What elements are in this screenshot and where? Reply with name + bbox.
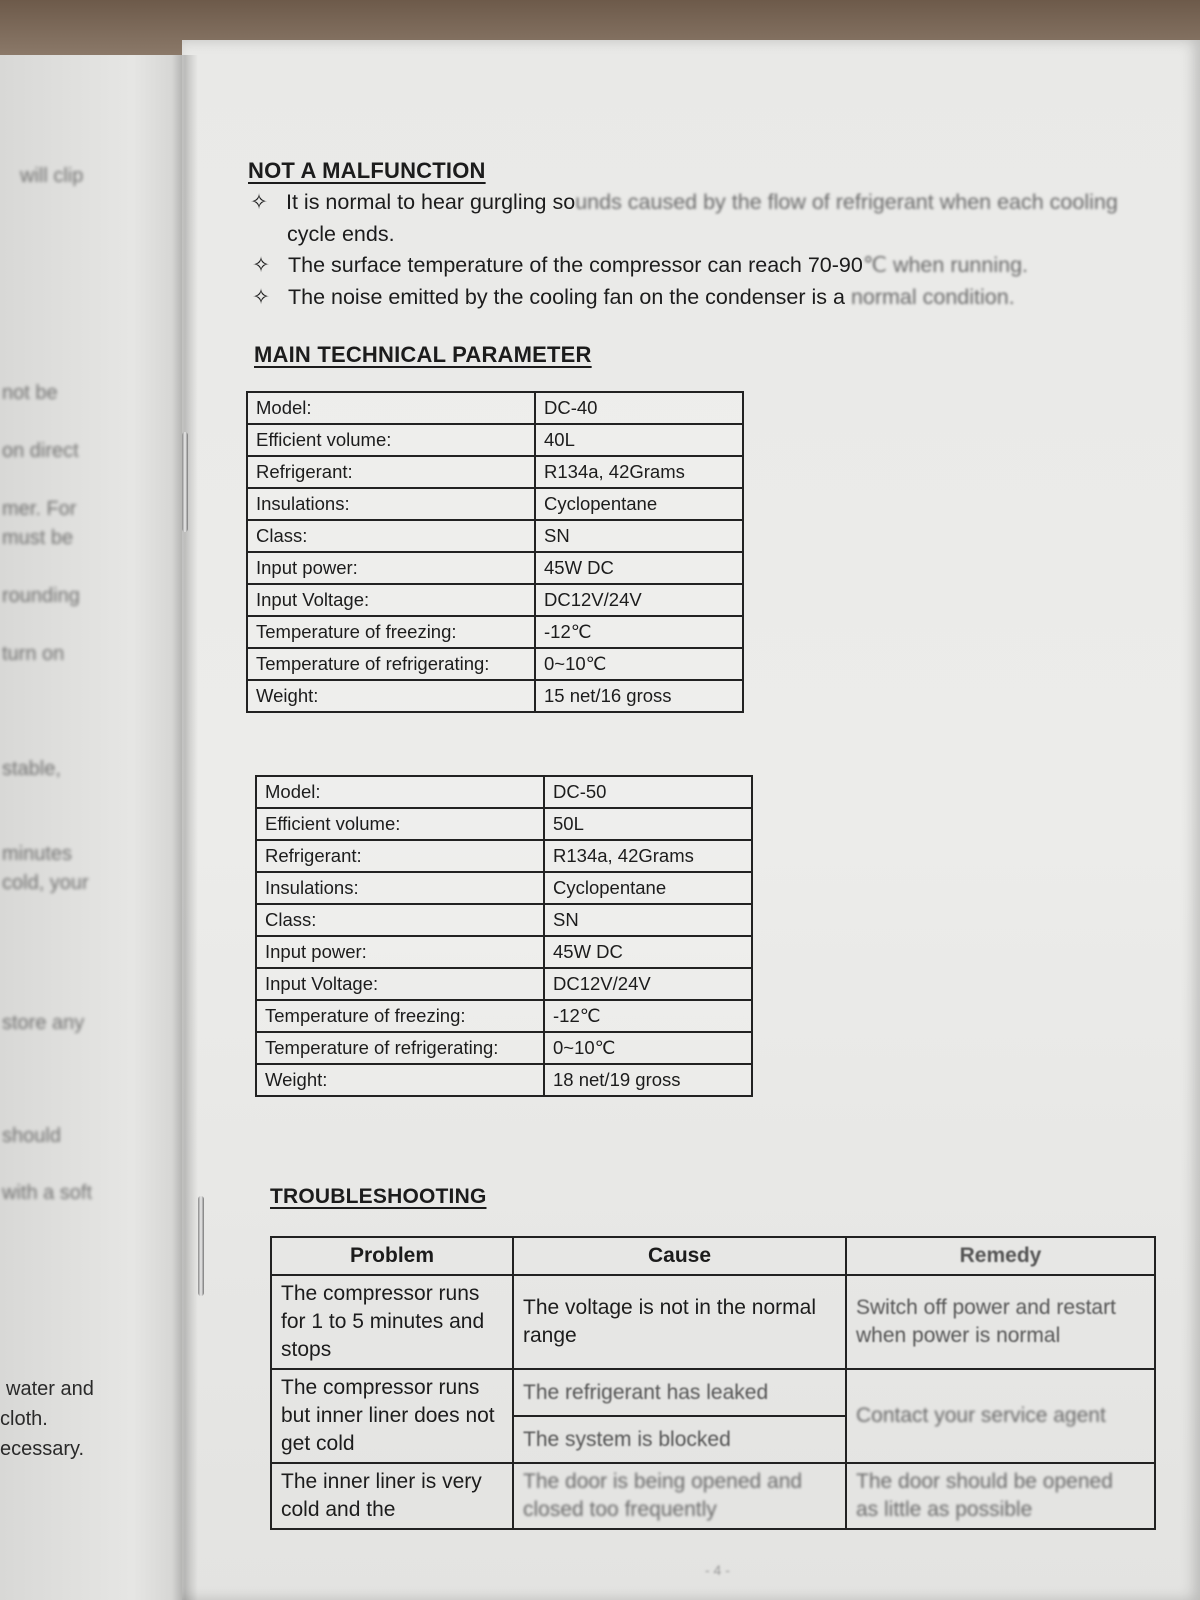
- bullet-text-continuation: cycle ends.: [287, 222, 395, 246]
- cause-line: The door is being opened and: [523, 1470, 803, 1493]
- section-heading-main-technical-parameter: MAIN TECHNICAL PARAMETER: [254, 342, 592, 367]
- problem-cell: [271, 1369, 513, 1463]
- left-line: ecessary.: [0, 1438, 85, 1460]
- spec-table-dc50: [255, 775, 753, 1097]
- bullet-item: [252, 285, 1015, 310]
- spec-value: R134a, 42Grams: [535, 456, 743, 488]
- left-fragment: mer. For: [2, 498, 77, 520]
- left-fragment: on direct: [2, 440, 79, 462]
- table-row: [247, 520, 743, 552]
- cause-cell: [513, 1275, 846, 1369]
- table-row: [256, 936, 752, 968]
- spec-value: R134a, 42Grams: [544, 840, 752, 872]
- spec-key: Input power:: [256, 936, 544, 968]
- spec-value: DC-40: [535, 392, 743, 424]
- staple: [182, 432, 188, 532]
- left-fragment: will clip: [20, 165, 84, 187]
- spec-value: SN: [544, 904, 752, 936]
- problem-line: but inner liner does not: [281, 1404, 495, 1427]
- left-page: [0, 55, 190, 1600]
- spec-key: Temperature of freezing:: [256, 1000, 544, 1032]
- left-fragment: should: [2, 1125, 61, 1147]
- table-row: [271, 1369, 1155, 1416]
- remedy-line: Switch off power and restart: [856, 1296, 1116, 1319]
- table-header-row: [271, 1237, 1155, 1275]
- spec-value: DC-50: [544, 776, 752, 808]
- table-row: [247, 456, 743, 488]
- left-line: water and: [6, 1378, 94, 1400]
- problem-line: cold and the: [281, 1498, 396, 1521]
- spec-value: -12℃: [544, 1000, 752, 1032]
- spec-key: Input Voltage:: [256, 968, 544, 1000]
- left-fragment: minutes: [2, 843, 73, 865]
- spec-key: Input power:: [247, 552, 535, 584]
- remedy-line: as little as possible: [856, 1498, 1033, 1521]
- bullet-text-faded: unds caused by the flow of refrigerant when each cooling: [575, 190, 1118, 214]
- table-row: [256, 872, 752, 904]
- spec-value: DC12V/24V: [544, 968, 752, 1000]
- problem-line: The inner liner is very: [281, 1470, 482, 1493]
- left-fragment: turn on: [2, 643, 65, 665]
- spec-value: 15 net/16 gross: [535, 680, 743, 712]
- spec-value: 0~10℃: [535, 648, 743, 680]
- bullet-text: The surface temperature of the compressor can reach 70-90: [288, 253, 863, 277]
- left-fragment: not be: [2, 382, 58, 404]
- table-row: [271, 1463, 1155, 1529]
- bullet-text-faded: ℃ when running.: [862, 253, 1029, 277]
- left-fragment: cold, your: [2, 872, 89, 894]
- spec-key: Class:: [247, 520, 535, 552]
- problem-line: The compressor runs: [281, 1282, 480, 1305]
- table-row: [247, 680, 743, 712]
- problem-line: get cold: [281, 1432, 355, 1455]
- spec-key: Efficient volume:: [256, 808, 544, 840]
- table-row: [247, 584, 743, 616]
- spec-value: -12℃: [535, 616, 743, 648]
- cause-line: The refrigerant has leaked: [523, 1380, 769, 1404]
- cause-cell: [513, 1369, 846, 1416]
- bullet-text: The noise emitted by the cooling fan on the condenser is a: [288, 285, 845, 309]
- table-row: [271, 1275, 1155, 1369]
- table-row: [256, 808, 752, 840]
- spec-value: DC12V/24V: [535, 584, 743, 616]
- spec-value: 40L: [535, 424, 743, 456]
- spec-value: 45W DC: [544, 936, 752, 968]
- left-fragment: with a soft: [2, 1182, 93, 1204]
- table-row: [256, 1032, 752, 1064]
- bullet-item: [252, 253, 1028, 278]
- staple: [198, 1196, 204, 1296]
- remedy-cell: [846, 1369, 1155, 1463]
- bullet-text-faded: normal condition.: [844, 285, 1015, 309]
- remedy-line: The door should be opened: [856, 1470, 1113, 1493]
- spec-key: Refrigerant:: [247, 456, 535, 488]
- spec-key: Insulations:: [247, 488, 535, 520]
- remedy-cell: [846, 1463, 1155, 1529]
- bullet-item: [250, 190, 1118, 215]
- table-row: [247, 616, 743, 648]
- table-row: [256, 776, 752, 808]
- bullet-text: It is normal to hear gurgling so: [286, 190, 576, 214]
- cause-line: The voltage is not in the normal: [523, 1296, 816, 1319]
- table-row: [247, 424, 743, 456]
- table-row: [256, 904, 752, 936]
- bullet-star-icon: ✧: [252, 253, 271, 277]
- spec-value: 50L: [544, 808, 752, 840]
- spec-table-dc40: [246, 391, 744, 713]
- spine-shadow: [172, 55, 198, 1600]
- spec-key: Model:: [256, 776, 544, 808]
- spec-value: 45W DC: [535, 552, 743, 584]
- problem-line: The compressor runs: [281, 1376, 480, 1399]
- section-heading-troubleshooting: TROUBLESHOOTING: [270, 1185, 487, 1208]
- spec-key: Temperature of freezing:: [247, 616, 535, 648]
- spec-key: Class:: [256, 904, 544, 936]
- cause-line: The system is blocked: [523, 1427, 731, 1451]
- table-row: [247, 648, 743, 680]
- problem-cell: [271, 1275, 513, 1369]
- left-fragment: stable,: [2, 758, 61, 780]
- section-heading-not-a-malfunction: NOT A MALFUNCTION: [248, 158, 486, 183]
- bullet-star-icon: ✧: [252, 285, 271, 309]
- left-fragment: must be: [2, 527, 74, 549]
- table-row: [247, 392, 743, 424]
- spec-key: Weight:: [256, 1064, 544, 1096]
- table-row: [256, 1064, 752, 1096]
- spec-key: Temperature of refrigerating:: [247, 648, 535, 680]
- left-fragment: store any: [2, 1012, 85, 1034]
- spec-value: 0~10℃: [544, 1032, 752, 1064]
- cause-line: closed too frequently: [523, 1498, 717, 1521]
- cause-cell: [513, 1463, 846, 1529]
- spec-key: Refrigerant:: [256, 840, 544, 872]
- left-line: cloth.: [0, 1408, 48, 1430]
- problem-line: stops: [281, 1338, 332, 1361]
- column-header-remedy: Remedy: [846, 1237, 1155, 1275]
- problem-line: for 1 to 5 minutes and: [281, 1310, 485, 1333]
- table-row: [256, 968, 752, 1000]
- spec-value: SN: [535, 520, 743, 552]
- page-number: - 4 -: [705, 1562, 730, 1578]
- cause-cell: [513, 1416, 846, 1463]
- spec-value: Cyclopentane: [544, 872, 752, 904]
- bullet-star-icon: ✧: [250, 190, 269, 214]
- spec-key: Efficient volume:: [247, 424, 535, 456]
- table-row: [256, 840, 752, 872]
- column-header-cause: Cause: [513, 1237, 846, 1275]
- spec-key: Input Voltage:: [247, 584, 535, 616]
- table-row: [256, 1000, 752, 1032]
- cause-line: range: [523, 1324, 577, 1347]
- spec-key: Temperature of refrigerating:: [256, 1032, 544, 1064]
- column-header-problem: Problem: [271, 1237, 513, 1275]
- left-fragment: rounding: [2, 585, 80, 607]
- remedy-cell: [846, 1275, 1155, 1369]
- table-row: [247, 488, 743, 520]
- remedy-line: when power is normal: [856, 1324, 1061, 1347]
- spec-key: Model:: [247, 392, 535, 424]
- problem-cell: [271, 1463, 513, 1529]
- remedy-line: Contact your service agent: [856, 1404, 1106, 1427]
- spec-value: Cyclopentane: [535, 488, 743, 520]
- spec-key: Insulations:: [256, 872, 544, 904]
- troubleshooting-table: [270, 1236, 1156, 1530]
- spec-key: Weight:: [247, 680, 535, 712]
- spec-value: 18 net/19 gross: [544, 1064, 752, 1096]
- table-row: [247, 552, 743, 584]
